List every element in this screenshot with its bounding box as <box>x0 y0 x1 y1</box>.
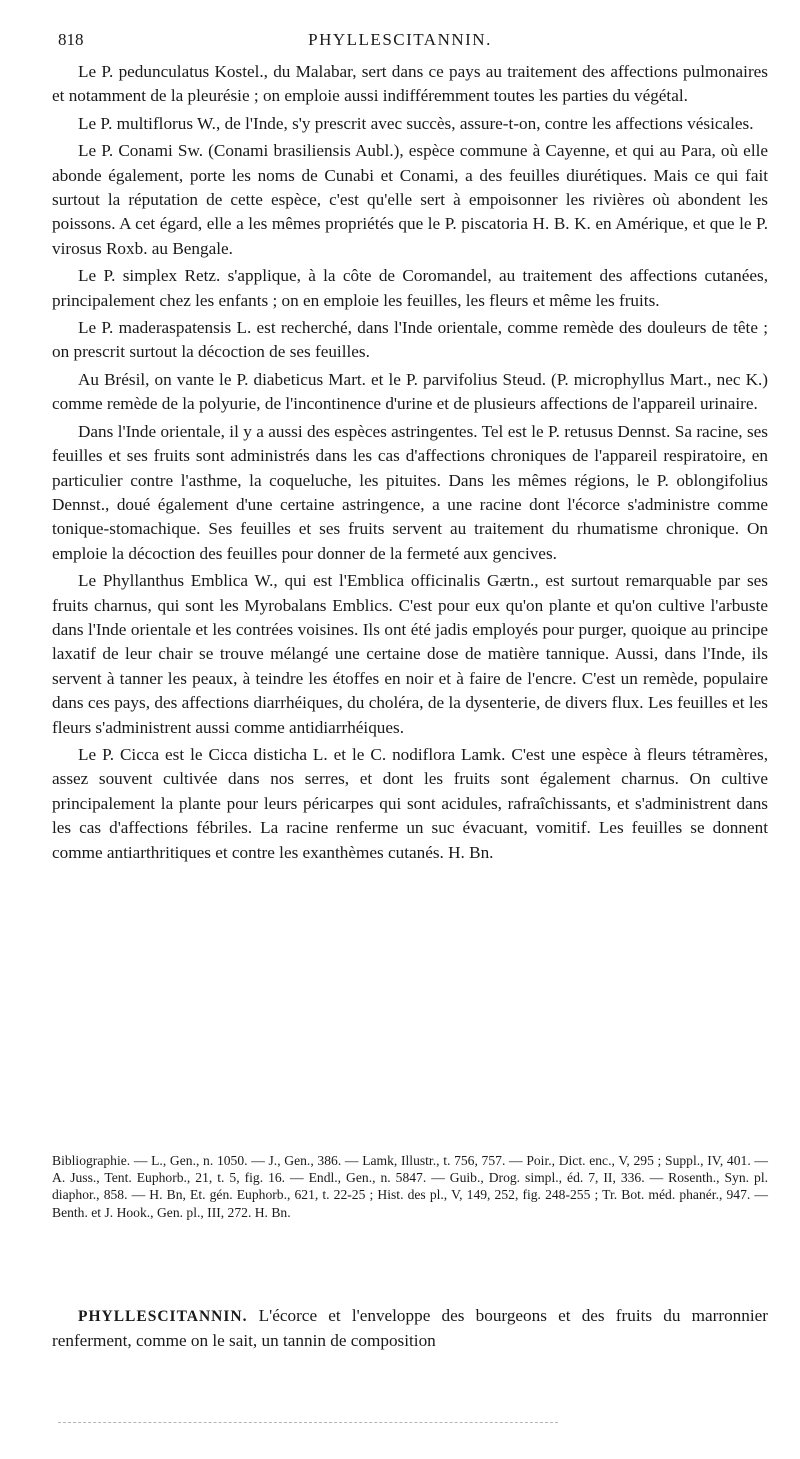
paragraph: Le P. simplex Retz. s'applique, à la côte de Coromandel, au traitement des affections cutanées, principalement chez les enfants ; on en emploie les feuilles, les fleurs et même les fruits. <box>52 266 768 310</box>
article-body <box>52 60 768 868</box>
bibliography <box>52 1152 768 1221</box>
page-number: 818 <box>58 30 84 49</box>
paragraph: Le P. Cicca est le Cicca disticha L. et le C. nodiflora Lamk. C'est une espèce à fleurs tétramères, assez souvent cultivée dans nos serres, et dont les fruits sont également charnus. On cultive principalement la plante pour leurs péricarpes qui sont acidules, rafraîchissants, et s'administrent dans les cas d'affections fébriles. La racine renferme un suc évacuant, vomitif. Les feuilles se donnent comme antiarthritiques et contre les exanthèmes cutanés. H. Bn. <box>52 744 768 862</box>
entry-text: L'écorce et l'enveloppe des bourgeons et des fruits du marronnier renferment, comme on le sait, un tannin de composition <box>52 1306 768 1351</box>
page-header <box>58 30 742 56</box>
paragraph: Le P. pedunculatus Kostel., du Malabar, sert dans ce pays au traitement des affections pulmonaires et notamment de la pleurésie ; on emploie aussi indifféremment toutes les parties du végétal. <box>52 62 768 106</box>
next-entry <box>52 1304 768 1354</box>
paragraph: Dans l'Inde orientale, il y a aussi des espèces astringentes. Tel est le P. retusus Dennst. Sa racine, ses feuilles et ses fruits sont administrés dans les cas d'affections chroniques de l'appareil respiratoire, en particulier contre l'asthme, la coqueluche, les pituites. Dans les mêmes régions, le P. oblongifolius Dennst., doué également d'une certaine astringence, a une racine dont l'écorce s'administre comme tonique-stomachique. Ses feuilles et ses fruits servent au traitement du rhumatisme chronique. On emploie la décoction des feuilles pour donner de la fermeté aux gencives. <box>52 421 768 563</box>
page-bottom-rule <box>58 1422 558 1423</box>
paragraph: Le P. maderaspatensis L. est recherché, dans l'Inde orientale, comme remède des douleurs de tête ; on prescrit surtout la décoction de ses feuilles. <box>52 318 768 362</box>
entry-headword: PHYLLESCITANNIN. <box>78 1308 248 1325</box>
paragraph: Le P. multiflorus W., de l'Inde, s'y prescrit avec succès, assure-t-on, contre les affections vésicales. <box>78 113 754 133</box>
bibliography-text: Bibliographie. — L., Gen., n. 1050. — J., Gen., 386. — Lamk, Illustr., t. 756, 757. — Poir., Dict. enc., V, 295 ; Suppl., IV, 401. — A. Juss., Tent. Euphorb., 21, t. 5, fig. 16. — Endl., Gen., n. 5847. — Guib., Drog. simpl., éd. 7, II, 336. — Rosenth., Syn. pl. diaphor., 858. — H. Bn, Et. gén. Euphorb., 621, t. 22-25 ; Hist. des pl., V, 149, 252, fig. 248-255 ; Tr. Bot. méd. phanér., 947. — Benth. et J. Hook., Gen. pl., III, 272. H. Bn. <box>52 1153 768 1220</box>
paragraph: Au Brésil, on vante le P. diabeticus Mart. et le P. parvifolius Steud. (P. microphyllus Mart., nec K.) comme remède de la polyurie, de l'incontinence d'urine et de plusieurs affections de l'appareil urinaire. <box>52 369 768 414</box>
paragraph: Le P. Conami Sw. (Conami brasiliensis Aubl.), espèce commune à Cayenne, et qui au Para, où elle abonde également, porte les noms de Cunabi et Conami, a des feuilles diurétiques. Mais ce qui fait surtout la réputation de cette espèce, c'est qu'elle sert à empoisonner les rivières où abondent les poissons. A cet égard, elle a les mêmes propriétés que le P. piscatoria H. B. K. en Amérique, et que le P. virosus Roxb. au Bengale. <box>52 141 768 258</box>
next-entry-paragraph <box>52 1304 768 1354</box>
paragraph: Le Phyllanthus Emblica W., qui est l'Emblica officinalis Gærtn., est surtout remarquable par ses fruits charnus, qui sont les Myrobalans Emblics. C'est pour eux qu'on plante et qu'on cultive l'arbuste dans l'Inde orientale et les contrées voisines. Ils ont été jadis employés pour purger, quoique au principe laxatif de leur chair se trouve mélangé une certaine dose de matière tannique. Aussi, dans l'Inde, ils servent à tanner les peaux, à teindre les étoffes en noir et à faire de l'encre. C'est un remède, populaire dans ces pays, des affections diarrhéiques, du choléra, de la dysenterie, de divers flux. Les feuilles et les fleurs s'administrent aussi comme antidiarrhéiques. <box>52 571 768 737</box>
running-title: PHYLLESCITANNIN. <box>308 30 492 49</box>
